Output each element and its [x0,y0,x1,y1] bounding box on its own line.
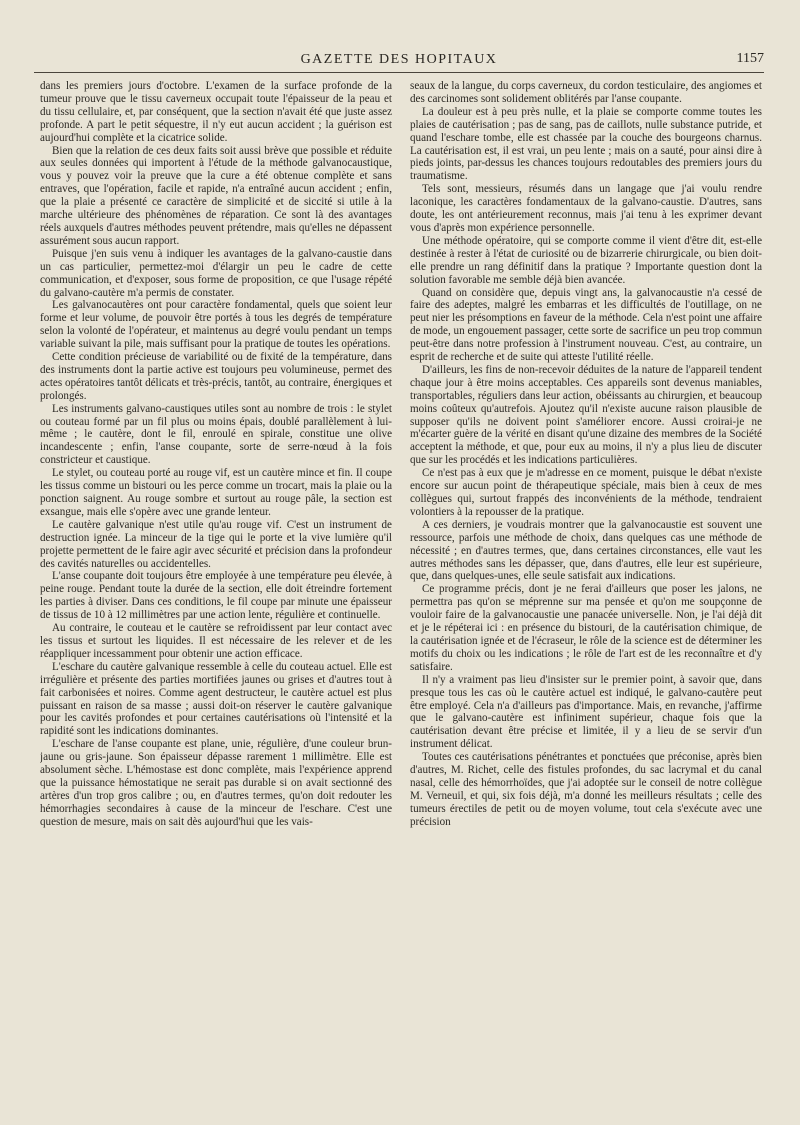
paragraph: L'eschare de l'anse coupante est plane, unie, régulière, d'une couleur brun-jaune ou gris-jaune. Son épaisseur dépasse rarement 1 millimètre. Elle est absolument sèche. L'hémostase est donc complète, mais l'expérience apprend que la puissance hémostatique ne serait pas durable si on avait sectionné des artères d'un trop gros calibre ; ou, en d'autres termes, qu'on doit redouter les hémorrhagies secondaires à cause de la minceur de l'eschare. C'est une question de mesure, mais on sait dès aujourd'hui que les vais- [40,738,392,828]
paragraph: Puisque j'en suis venu à indiquer les avantages de la galvano-caustie dans un cas particulier, permettez-moi d'élargir un peu le cadre de cette communication, et d'exposer, sous forme de proposition, ce que l'usage répété du galvano-cautère m'a permis de constater. [40,247,392,299]
paragraph: Les instruments galvano-caustiques utiles sont au nombre de trois : le stylet ou couteau formé par un fil plus ou moins épais, doublé parallèlement à lui-même ; le cautère, dont le fil, enroulé en spirale, constitue une olive incandescente ; enfin, l'anse coupante, sorte de serre-nœud à la fois constricteur et caustique. [40,402,392,467]
paragraph: Bien que la relation de ces deux faits soit aussi brève que possible et réduite aux seules données qui importent à l'étude de la méthode galvanocaustique, vous y pouvez voir la preuve que la cure a été obtenue complète et sans entraves, que l'opération, facile et rapide, n'a entraîné aucun accident ; enfin, que la plaie a présenté ce caractère de simplicité et de siccité si utile à la marche ultérieure des phénomènes de réparation. Ce sont là des avantages réels auxquels d'autres méthodes peuvent prétendre, mais qu'elles ne dépassent assurément sous aucun rapport. [40,144,392,247]
paragraph: dans les premiers jours d'octobre. L'examen de la surface profonde de la tumeur prouve que le tissu caverneux occupait toute l'épaisseur de la peau et du tissu cellulaire, et, par conséquent, que la section n'avait été que juste assez profonde. A part le petit séquestre, il n'y eut aucun accident ; la guérison est aujourd'hui complète et la cicatrice solide. [40,80,392,144]
paragraph: Le stylet, ou couteau porté au rouge vif, est un cautère mince et fin. Il coupe les tissus comme un bistouri ou les perce comme un trocart, mais la plaie ou la ponction saignent. Au rouge sombre et surtout au rouge pâle, la section est exsangue, mais elle s'opère avec une grande lenteur. [40,467,392,518]
paragraph: Tels sont, messieurs, résumés dans un langage que j'ai voulu rendre laconique, les caractères fondamentaux de la galvano-caustie. D'autres, sans doute, les ont antérieurement reconnus, mais j'ai tenu à les exprimer devant vous d'après mon expérience personnelle. [410,183,762,234]
left-text-column [40,80,392,1115]
paragraph: Quand on considère que, depuis vingt ans, la galvanocaustie n'a cessé de faire des adeptes, malgré les embarras et les difficultés de l'outillage, on ne peut nier les présomptions en faveur de la méthode. Cela n'est point une affaire de mode, un engouement passager, cette sorte de sacrifice un peu trop commun peut-être dans notre profession à l'instrument nouveau. C'est, au contraire, un esprit de recherche et de suite qui atteste l'utilité réelle. [410,286,762,364]
paragraph: Les galvanocautères ont pour caractère fondamental, quels que soient leur forme et leur volume, de pouvoir être portés à tous les degrés de température selon la volonté de l'opérateur, et maintenus au degré voulu pendant un temps variable suivant la pile, mais suffisant pour la pratique de toutes les opérations. [40,299,392,351]
paragraph: D'ailleurs, les fins de non-recevoir déduites de la nature de l'appareil tendent chaque jour à être moins acceptables. Ces appareils sont devenus maniables, transportables, réguliers dans leur action, obéissants au chirurgien, et beaucoup moins coûteux qu'autrefois. Ajoutez qu'il n'existe aucune raison plausible de supposer qu'ils ne doivent point s'améliorer encore. Aussi croirai-je ne m'écarter guère de la vérité en disant qu'une dizaine des membres de la Société acceptent la méthode, et que, pour eux au moins, il n'y a plus lieu de discuter que sur les procédés et les indications particulières. [410,363,762,467]
paragraph: La douleur est à peu près nulle, et la plaie se comporte comme toutes les plaies de cautérisation ; pas de sang, pas de caillots, nulle substance putride, et quand l'eschare tombe, elle est chassée par la couche des bourgeons charnus. La cautérisation est, il est vrai, un peu lente ; mais on a sauté, pour ainsi dire à pieds joints, par-dessus les chances toujours redoutables des premiers jours du traumatisme. [410,105,762,183]
paragraph: L'eschare du cautère galvanique ressemble à celle du couteau actuel. Elle est irrégulière et présente des parties mortifiées jaunes ou grises et d'autres tout à fait carbonisées et noires. Comme agent destructeur, le cautère actuel est plus puissant en raison de sa masse ; aussi doit-on réserver le cautère galvanique pour les cavités profondes et pour certaines cautérisations où l'intensité et la rapidité sont les indications dominantes. [40,660,392,738]
paragraph: Ce n'est pas à eux que je m'adresse en ce moment, puisque le débat n'existe encore sur aucun point de thérapeutique spéciale, mais bien à ceux de mes collègues qui, surtout frappés des inconvénients de la méthode, tendraient volontiers à la repousser de la pratique. [410,467,762,518]
paragraph: Au contraire, le couteau et le cautère se refroidissent par leur contact avec les tissus et surtout les liquides. Il est nécessaire de les relever et de les réappliquer incessamment pour obtenir une action efficace. [40,622,392,660]
paragraph: Ce programme précis, dont je ne ferai d'ailleurs que poser les jalons, ne permettra pas qu'on se méprenne sur ma pensée et qu'on me soupçonne de vouloir faire de la galvanocaustie une panacée universelle. Non, je l'ai déjà dit et je le répéterai ici : en présence du bistouri, de la cautérisation chimique, de la cautérisation ignée et de l'écraseur, le rôle de la science est de déterminer les motifs du choix ou les indications ; le rôle de l'art est de les reconnaître et d'y satisfaire. [410,583,762,673]
page-header [34,50,764,73]
paragraph: seaux de la langue, du corps caverneux, du cordon testiculaire, des angiomes et des carcinomes sont solidement oblitérés par l'anse coupante. [410,80,762,105]
paragraph: Il n'y a vraiment pas lieu d'insister sur le premier point, à savoir que, dans presque tous les cas où le cautère actuel est indiqué, le galvano-cautère peut être employé. Cela n'a d'ailleurs pas d'importance. Mais, en revanche, j'affirme que le galvano-cautère est infiniment supérieur, chaque fois que la cautérisation devant être précise et limitée, il y a lieu de se servir d'un instrument délicat. [410,673,762,751]
paragraph: A ces derniers, je voudrais montrer que la galvanocaustie est souvent une ressource, parfois une méthode de choix, dans quelques cas une méthode de nécessité ; en d'autres termes, que, dans certaines circonstances, elle vaut les autres méthodes sans les dépasser, que, dans d'autres, elle leur est supérieure, que, dans quelques-unes, elle seule satisfait aux indications. [410,518,762,583]
page-number: 1157 [736,51,764,66]
journal-title: GAZETTE DES HOPITAUX [300,52,498,67]
paragraph: Toutes ces cautérisations pénétrantes et ponctuées que préconise, après bien d'autres, M. Richet, celle des fistules profondes, du sac lacrymal et du canal nasal, celle des hémorrhoïdes, que j'ai adoptée sur le conseil de notre collègue M. Verneuil, et qui, six fois déjà, m'a donné les meilleurs résultats ; celle des tumeurs érectiles de petit ou de moyen volume, tout cela s'exécute avec une précision [410,751,762,828]
paragraph: Cette condition précieuse de variabilité ou de fixité de la température, dans des instruments dont la partie active est toujours peu volumineuse, permet des actes opératoires tantôt délicats et très-précis, tantôt, au contraire, énergiques et prolongés. [40,351,392,402]
right-text-column [410,80,762,1115]
paragraph: Une méthode opératoire, qui se comporte comme il vient d'être dit, est-elle destinée à rester à l'état de curiosité ou de bizarrerie chirurgicale, ou bien doit-elle prendre un rang définitif dans la pratique ? Importante question dont la solution favorable me semble déjà bien avancée. [410,234,762,286]
paragraph: Le cautère galvanique n'est utile qu'au rouge vif. C'est un instrument de destruction ignée. La minceur de la tige qui le porte et la vive lumière qu'il projette permettent de le faire agir avec sécurité et précision dans la profondeur des cavités naturelles ou accidentelles. [40,518,392,570]
paragraph: L'anse coupante doit toujours être employée à une température peu élevée, à peine rouge. Pendant toute la durée de la section, elle doit étreindre fortement les parties à diviser. Dans ces conditions, le fil coupe par minute une épaisseur de tissus de 10 à 12 millimètres par une action lente, régulière et continuelle. [40,570,392,622]
